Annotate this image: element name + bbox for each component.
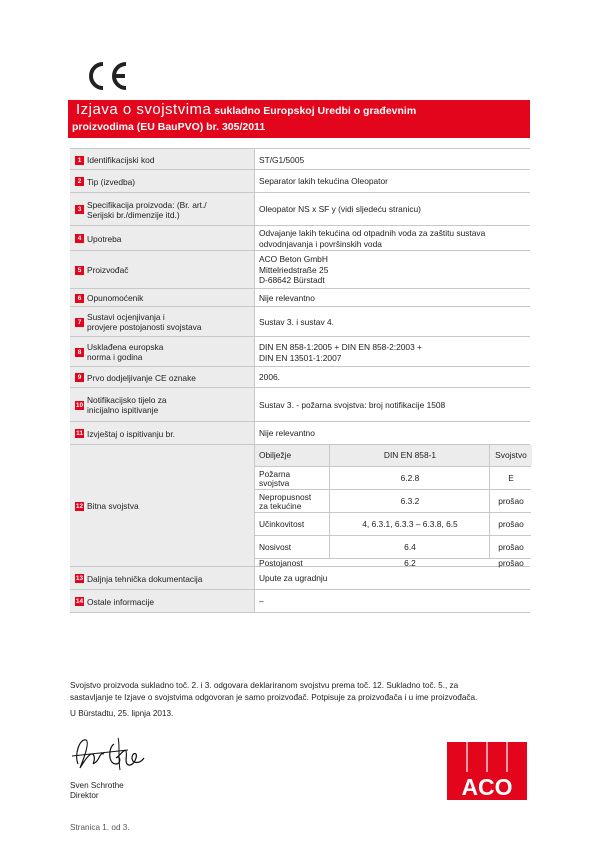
row-label [87,501,139,511]
row-number-badge: 8 [75,348,84,357]
page-number: Stranica 1. od 3. [70,823,130,832]
property-feature-line: Postojanost [259,558,303,568]
row-value-line: Oleopator NS x SF y (vidi sljedeću stranicu) [259,204,421,214]
row-value-cell [254,289,530,306]
signer-block [70,781,124,801]
row-label-line: Daljnja tehnička dokumentacija [87,574,203,584]
signer-title: Direktor [70,791,99,800]
row-value [259,176,388,187]
property-clause: 6.2 [404,558,416,568]
row-label-line: Tip (izvedba) [87,177,136,187]
row-value-line: Odvajanje lakih tekućina od otpadnih voda za zaštitu sustava [259,228,486,238]
row-label [87,293,143,303]
row-number-badge: 1 [75,156,84,165]
row-label [87,265,128,275]
row-number-badge: 13 [75,575,84,582]
property-feature-line: za tekućine [259,501,302,511]
document-title-bar [68,100,530,138]
row-label-line: Bitna svojstva [87,501,139,511]
row-label-cell [70,170,254,192]
table-row [70,251,530,289]
property-feature-cell [255,467,329,489]
row-label [87,373,196,383]
row-value [259,204,421,215]
aco-logo-text: ACO [461,774,513,800]
row-number-badge: 4 [75,234,84,243]
row-value-line: Nije relevantno [259,428,315,438]
statement-line-2: sastavljanje te Izjave o svojstvima odgovoran je samo proizvođač. Potpisuje za proizvođača i u ime proizvođača. [70,693,478,702]
row-label-line: Notifikacijsko tijelo za [87,395,167,405]
row-label [87,597,154,607]
row-label-cell [70,251,254,288]
row-value-cell [254,337,530,366]
place-date: U Bürstadtu, 25. lipnja 2013. [70,709,174,718]
property-clause-cell [329,490,490,512]
statement-line-1: Svojstvo proizvoda sukladno toč. 2. i 3. odgovara deklariranom svojstvu prema toč. 12. Sukladno toč. 5., za [70,681,459,690]
property-clause: 6.2.8 [400,473,420,483]
row-value [259,573,327,584]
properties-header-cell [329,445,490,466]
table-row [70,148,530,170]
properties-header-text: Svojstvo [495,450,527,460]
row-value-line: – [259,596,264,606]
row-value [259,372,280,383]
row-label-line: Izvještaj o ispitivanju br. [87,429,175,439]
row-value [259,596,264,607]
row-label-line: Serijski br./dimenzije itd.) [87,210,180,220]
row-label-line: Identifikacijski kod [87,155,155,165]
property-feature-line: Požarna [259,469,291,479]
row-label [87,234,121,244]
row-label-cell [70,445,254,566]
table-row [70,193,530,226]
property-result-cell [489,490,532,512]
row-label-line: Specifikacija proizvoda: (Br. art./ [87,200,207,210]
row-value-line: 2006. [259,372,280,382]
property-feature [259,543,329,552]
row-label-line: Sustavi ocjenjivanja i [87,312,165,322]
row-value-line: ACO Beton GmbH [259,254,328,264]
table-row [70,307,530,337]
row-value-line: Mittelriedstraße 25 [259,264,329,275]
properties-header-text: Obilježje [259,450,292,460]
row-value-line: Separator lakih tekućina Oleopator [259,176,388,186]
property-result: prošao [498,558,524,568]
row-value [259,228,485,249]
row-label-line: Upotreba [87,234,122,244]
table-row [70,567,530,590]
row-value-line: D-68642 Bürstadt [259,275,325,285]
row-value-line: Nije relevantno [259,293,315,303]
row-value [259,428,315,439]
properties-row [255,536,531,559]
property-clause: 6.4 [404,542,416,552]
row-number-badge: 14 [75,598,84,605]
row-label-cell [70,226,254,250]
row-value-cell [254,226,530,250]
row-value-cell [254,170,530,192]
row-value-cell [254,307,530,336]
property-feature-line: Nosivost [259,542,292,552]
property-clause-cell [329,536,490,558]
row-label-line: norma i godina [87,352,143,362]
row-label [87,312,202,332]
property-result: E [508,473,514,483]
property-clause-cell [329,513,490,535]
row-label-cell [70,193,254,225]
aco-logo [447,742,527,800]
table-row [70,388,530,422]
property-feature-line: Učinkovitost [259,519,305,529]
table-row [70,445,530,567]
row-value-cell [254,149,530,169]
table-row [70,170,530,193]
ce-mark-logo [82,58,132,94]
row-number-badge: 10 [75,402,84,409]
row-value-cell [254,367,530,387]
row-label-cell [70,337,254,366]
row-value-line: Sustav 3. - požarna svojstva: broj notifikacije 1508 [259,400,446,410]
row-label [87,342,163,362]
title-main: Izjava o svojstvima [76,101,212,118]
row-label-cell [70,289,254,306]
property-result: prošao [498,519,524,529]
conformity-statement [70,680,540,704]
property-feature [259,470,329,488]
row-number-badge: 9 [75,373,84,382]
property-clause: 4, 6.3.1, 6.3.3 – 6.3.8, 6.5 [362,519,458,529]
declaration-table [70,148,530,613]
row-label-cell [70,388,254,421]
property-result-cell [489,536,532,558]
table-row [70,422,530,445]
row-value-cell [254,422,530,444]
row-number-badge: 3 [75,205,84,214]
row-value-cell [254,193,530,225]
row-value-cell [254,590,530,612]
row-label-line: Usklađena europska [87,342,164,352]
row-label-cell [70,590,254,612]
row-label-line: Proizvođač [87,265,129,275]
row-value-line: Upute za ugradnju [259,573,328,583]
property-feature-line: Nepropusnost [259,492,312,502]
row-value-cell [254,445,530,566]
property-feature-line: svojstva [259,478,290,488]
row-label-line: Opunomoćenik [87,293,144,303]
row-label [87,177,135,187]
row-value-line: ST/G1/5005 [259,155,305,165]
row-label [87,200,207,220]
properties-header-cell [255,445,329,466]
row-value-cell [254,251,530,288]
row-label-cell [70,367,254,387]
property-clause-cell [329,467,490,489]
row-label [87,155,155,165]
row-value-line: odvodnjavanja i površinskih voda [259,238,382,249]
row-label-cell [70,422,254,444]
row-label-line: Ostale informacije [87,597,155,607]
title-regulation: sukladno Europskoj Uredbi o građevnim [211,105,417,117]
row-label-line: provjere postojanosti svojstava [87,322,202,332]
properties-row [255,467,531,490]
row-value [259,400,445,411]
property-feature [259,493,329,511]
title-line-1 [76,101,416,119]
signer-name: Sven Schrothe [70,781,124,790]
property-feature-cell [255,513,329,535]
property-result: prošao [498,542,524,552]
properties-row [255,513,531,536]
row-value-line: Sustav 3. i sustav 4. [259,317,334,327]
row-number-badge: 5 [75,266,84,275]
signature-image [70,728,150,776]
properties-header-row [255,445,531,467]
row-label-line: inicijalno ispitivanje [87,405,159,415]
row-value-cell [254,567,530,589]
row-value-line: DIN EN 858-1:2005 + DIN EN 858-2:2003 + [259,342,422,352]
row-value [259,317,334,328]
row-number-badge: 2 [75,177,84,186]
row-label [87,574,202,584]
property-result-cell [489,467,532,489]
property-feature [259,520,329,529]
row-value-cell [254,388,530,421]
row-number-badge: 12 [75,503,84,510]
property-result-cell [489,513,532,535]
title-line-2: proizvodima (EU BauPVO) br. 305/2011 [72,121,266,133]
row-value [259,293,315,304]
row-number-badge: 6 [75,294,84,303]
property-result: prošao [498,496,524,506]
properties-header-text: DIN EN 858-1 [383,450,437,460]
row-label-line: Prvo dodjeljivanje CE oznake [87,373,196,383]
row-label-cell [70,567,254,589]
properties-row [255,490,531,513]
row-label-cell [70,307,254,336]
row-number-badge: 7 [75,318,84,327]
row-label [87,395,167,415]
row-value [259,254,328,286]
table-row [70,226,530,251]
table-row [70,337,530,367]
table-row [70,289,530,307]
table-row [70,367,530,388]
row-number-badge: 11 [76,430,83,437]
row-label [87,429,175,439]
row-label-cell [70,149,254,169]
table-row [70,590,530,613]
property-clause: 6.3.2 [400,496,420,506]
property-feature-cell [255,536,329,558]
row-value [259,155,304,166]
row-value-line: DIN EN 13501-1:2007 [259,352,342,363]
row-value [259,342,422,363]
property-feature-cell [255,490,329,512]
properties-header-cell [489,445,532,466]
